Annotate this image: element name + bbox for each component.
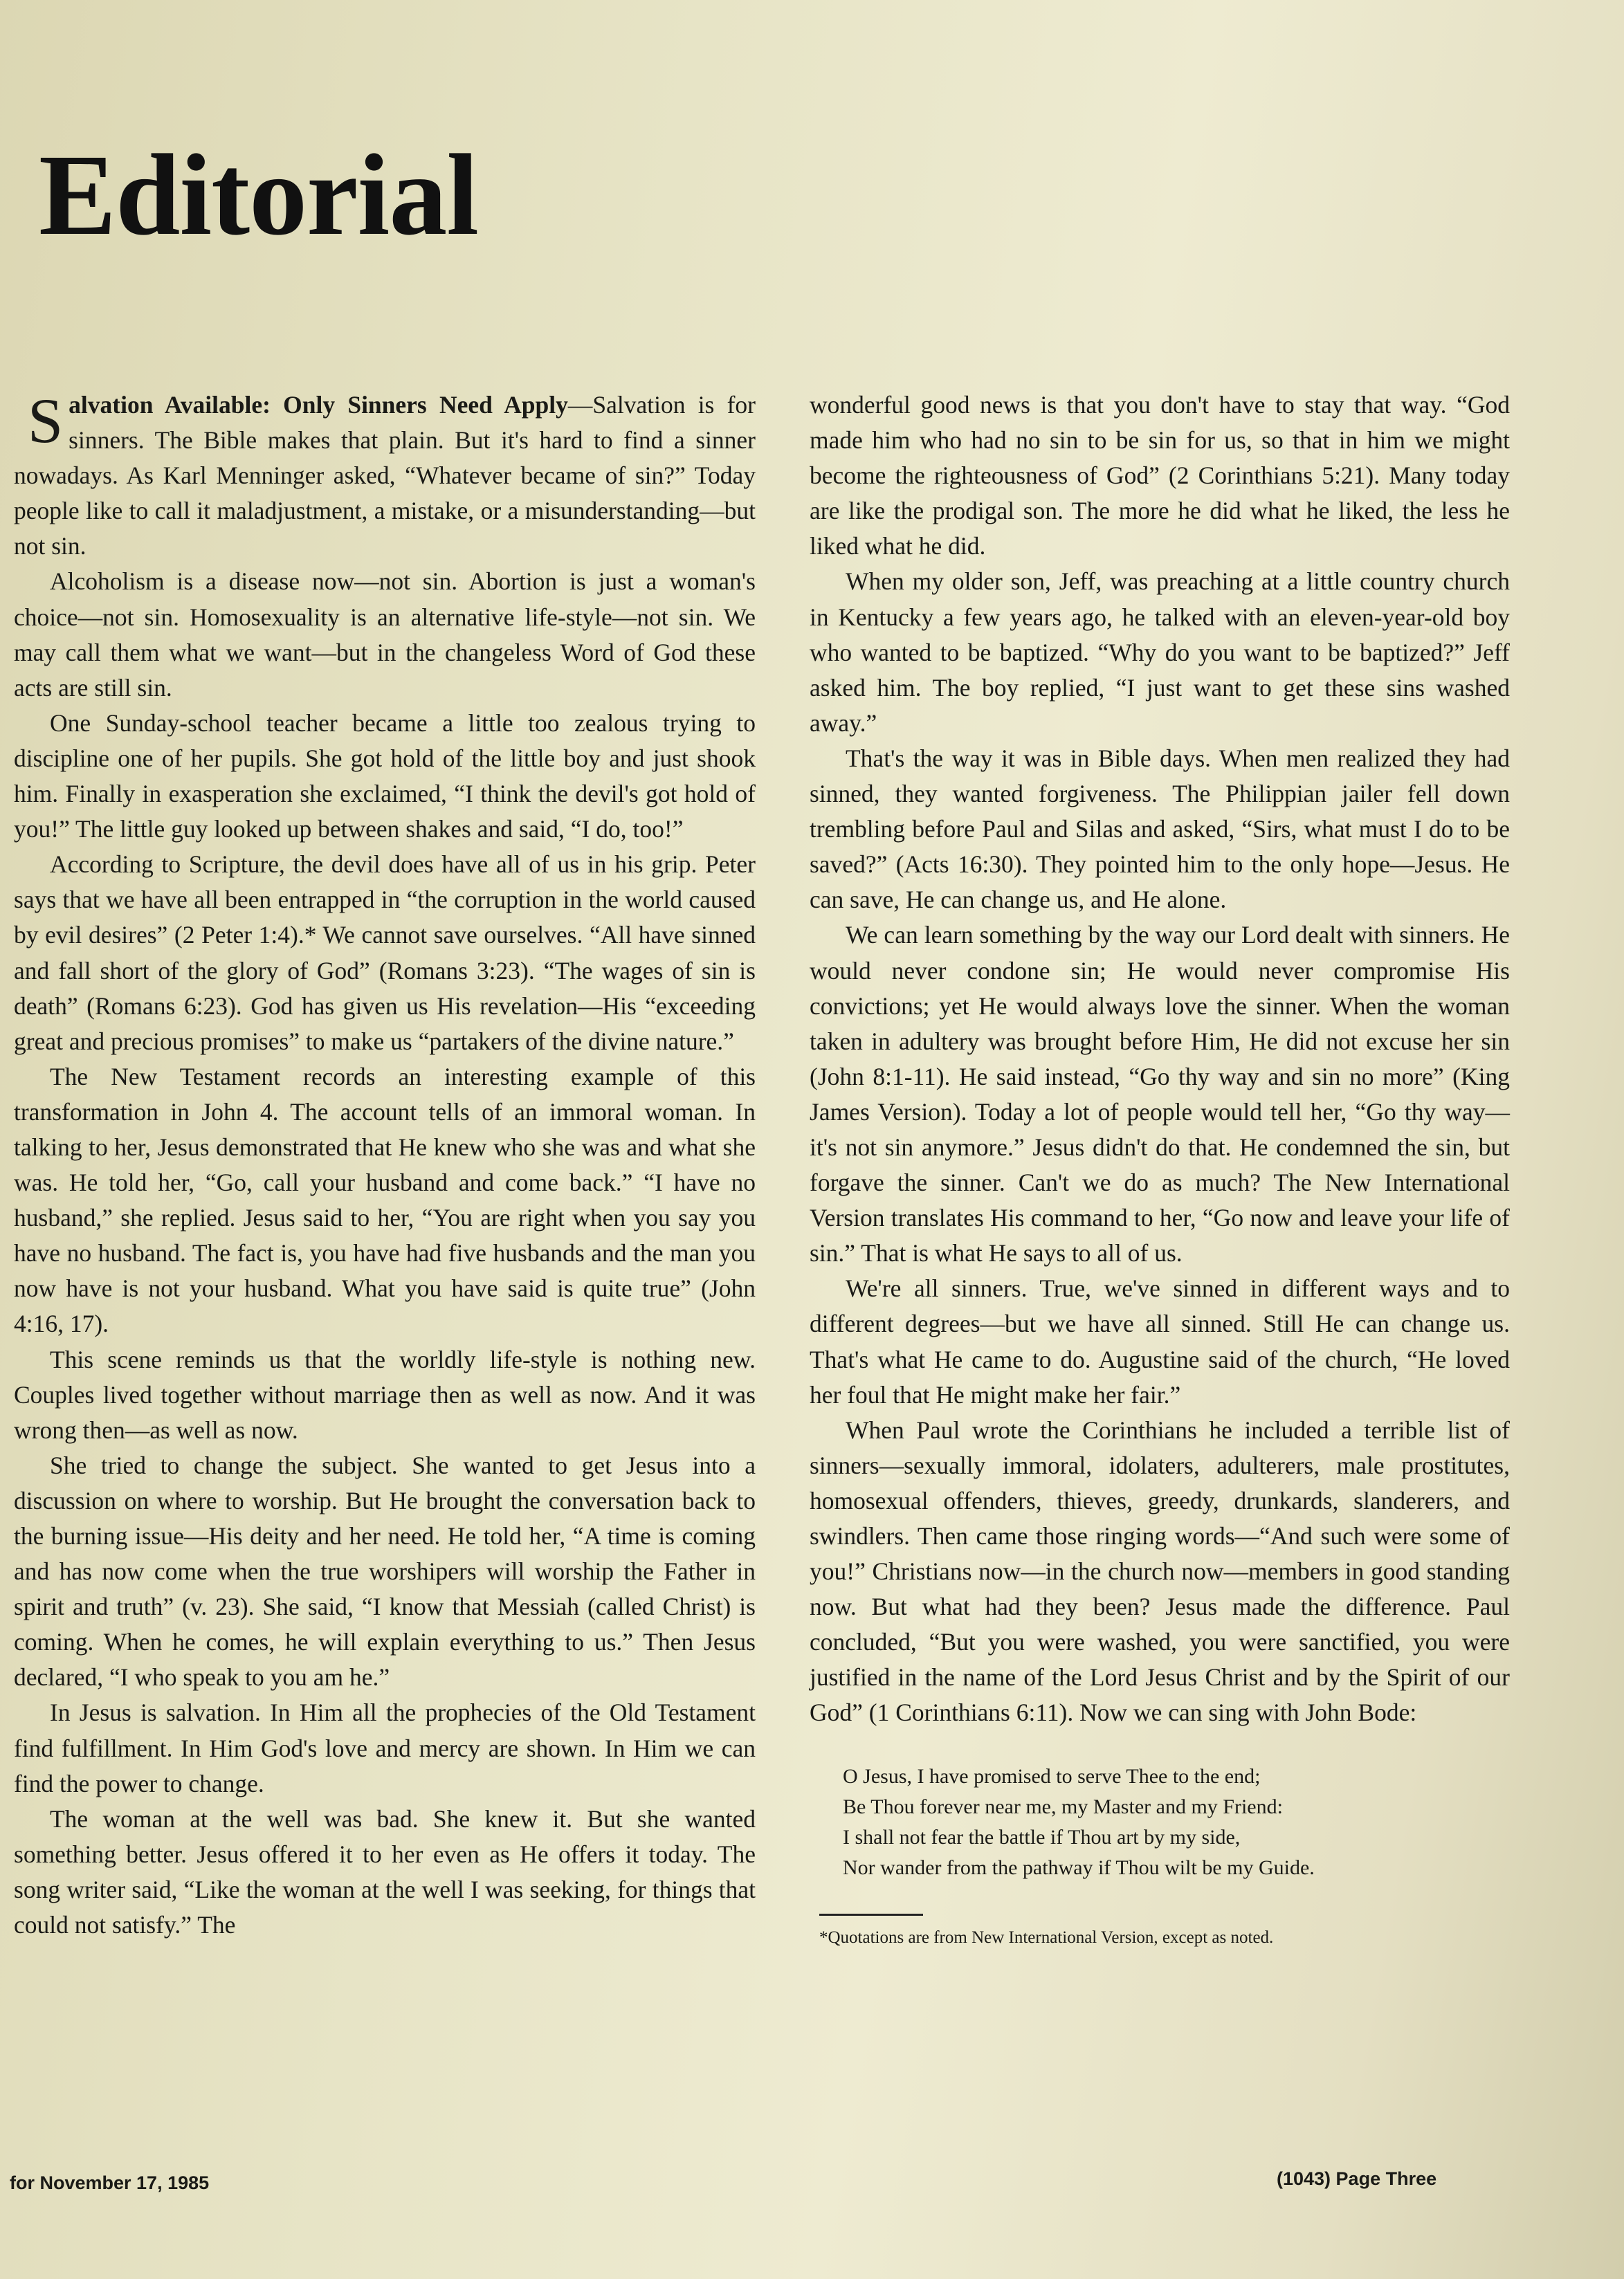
poem-line: I shall not fear the battle if Thou art by my side, (843, 1825, 1241, 1849)
paragraph: Alcoholism is a disease now—not sin. Abortion is just a woman's choice—not sin. Homosexuality is an alternative life-style—not sin. We may call them what we want—but in the changeless Word of God these acts are still sin. (14, 567, 756, 702)
paragraph: We're all sinners. True, we've sinned in different ways and to different degrees—but we have all sinned. Still He can change us. That's what He came to do. Augustine said of the church, “He loved her foul that He might make her fair.” (810, 1274, 1510, 1409)
paragraph: In Jesus is salvation. In Him all the prophecies of the Old Testament find fulfillment. In Him God's love and mercy are shown. In Him we can find the power to change. (14, 1699, 756, 1797)
paragraph: When Paul wrote the Corinthians he included a terrible list of sinners—sexually immoral, idolaters, adulterers, male prostitutes, homosexual offenders, thieves, greedy, drunkards, slanderers, and swindlers. Then came those ringing words—“And such were some of you!” Christians now—in the church now—members in good standing now. But what had they been? Jesus made the difference. Paul concluded, “But you were washed, you were sanctified, you were justified in the name of the Lord Jesus Christ and by the Spirit of our God” (1 Corinthians 6:11). Now we can sing with John Bode: (810, 1416, 1510, 1727)
footnote: *Quotations are from New International Version, except as noted. (819, 1928, 1274, 1947)
hymn-quote (843, 1761, 1510, 1883)
paragraph: One Sunday-school teacher became a little too zealous trying to discipline one of her pupils. She got hold of the little boy and just shook him. Finally in exasperation she exclaimed, “I think the devil's got hold of you!” The little guy looked up between shakes and said, “I do, too!” (14, 708, 756, 843)
footnote-divider (819, 1914, 923, 1916)
lead-heading: alvation Available: Only Sinners Need Apply (69, 391, 568, 419)
paragraph: The woman at the well was bad. She knew it. But she wanted something better. Jesus offered it to her even as He offers it today. The song writer said, “Like the woman at the well I was seeking, for things that could not satisfy.” The (14, 1804, 756, 1939)
paragraph: That's the way it was in Bible days. When men realized they had sinned, they wanted forgiveness. The Philippian jailer fell down trembling before Paul and Silas and asked, “Sirs, what must I do to be saved?” (Acts 16:30). They pointed him to the only hope—Jesus. He can save, He can change us, and He alone. (810, 744, 1510, 914)
paragraph: wonderful good news is that you don't have to stay that way. “God made him who had no sin to be sin for us, so that in him we might become the righteousness of God” (2 Corinthians 5:21). Many today are like the prodigal son. The more he did what he liked, the less he liked what he did. (810, 391, 1510, 560)
page-title: Editorial (39, 131, 479, 259)
poem-line: Nor wander from the pathway if Thou wilt be my Guide. (843, 1856, 1315, 1879)
page-number: (1043) Page Three (1277, 2168, 1437, 2189)
poem-line: Be Thou forever near me, my Master and my Friend: (843, 1795, 1283, 1818)
issue-date: for November 17, 1985 (10, 2172, 210, 2193)
right-column (810, 387, 1510, 1950)
paragraph: When my older son, Jeff, was preaching at a little country church in Kentucky a few years ago, he talked with an eleven-year-old boy who wanted to be baptized. “Why do you want to be baptized?” Jeff asked him. The boy replied, “I just want to get these sins washed away.” (810, 567, 1510, 737)
paragraph: The New Testament records an interesting example of this transformation in John 4. The account tells of an immoral woman. In talking to her, Jesus demonstrated that He knew who she was and what she was. He told her, “Go, call your husband and come back.” “I have no husband,” she replied. Jesus said to her, “You are right when you say you have no husband. The fact is, you have had five husbands and the man you now have is not your husband. What you have said is quite true” (John 4:16, 17). (14, 1062, 756, 1338)
left-column (14, 387, 756, 1943)
paragraph-text: —Salvation is for sinners. The Bible makes that plain. But it's hard to find a sinner nowadays. As Karl Menninger asked, “Whatever became of sin?” Today people like to call it maladjustment, a mistake, or a misunderstanding—but not sin. (14, 391, 756, 560)
paragraph: This scene reminds us that the worldly life-style is nothing new. Couples lived together without marriage then as well as now. And it was wrong then—as well as now. (14, 1345, 756, 1444)
opening-paragraph (14, 387, 756, 564)
paragraph: She tried to change the subject. She wanted to get Jesus into a discussion on where to worship. But He brought the conversation back to the burning issue—His deity and her need. He told her, “A time is coming and has now come when the true worshipers will worship the Father in spirit and truth” (v. 23). She said, “I know that Messiah (called Christ) is coming. When he comes, he will explain everything to us.” Then Jesus declared, “I who speak to you am he.” (14, 1451, 756, 1692)
paragraph: According to Scripture, the devil does have all of us in his grip. Peter says that we have all been entrapped in “the corruption in the world caused by evil desires” (2 Peter 1:4).* We cannot save ourselves. “All have sinned and fall short of the glory of God” (Romans 3:23). “The wages of sin is death” (Romans 6:23). God has given us His revelation—His “exceeding great and precious promises” to make us “partakers of the divine nature.” (14, 850, 756, 1055)
drop-cap: S (28, 385, 64, 456)
poem-line: O Jesus, I have promised to serve Thee to the end; (843, 1764, 1261, 1788)
paragraph: We can learn something by the way our Lord dealt with sinners. He would never condone sin; He would never compromise His convictions; yet He would always love the sinner. When the woman taken in adultery was brought before Him, He did not excuse her sin (John 8:1-11). He said instead, “Go thy way and sin no more” (King James Version). Today a lot of people would tell her, “Go thy way—it's not sin anymore.” Jesus didn't do that. He condemned the sin, but forgave the sinner. Can't we do as much? The New International Version translates His command to her, “Go now and leave your life of sin.” That is what He says to all of us. (810, 921, 1510, 1267)
